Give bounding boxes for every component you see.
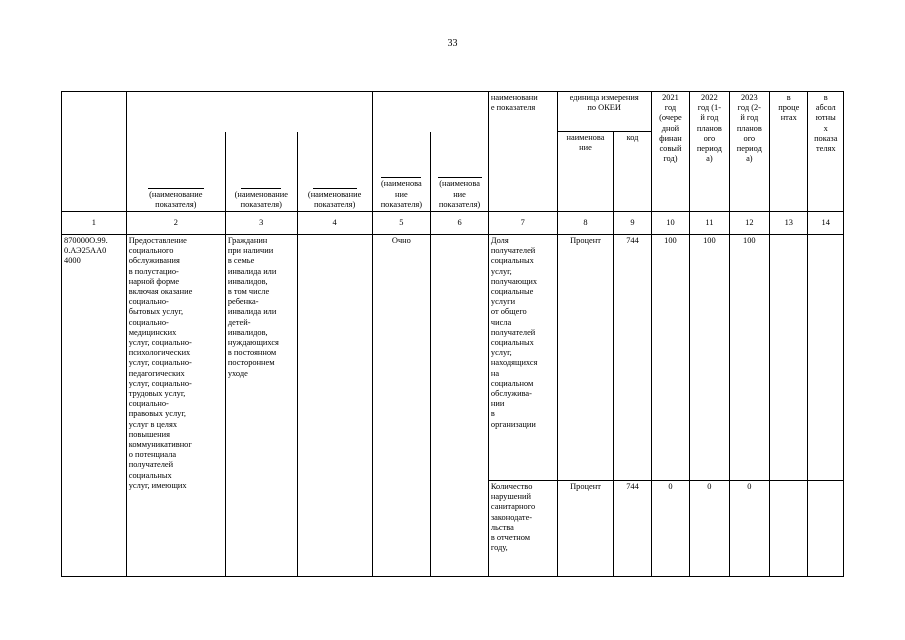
column-number: 14 [808, 212, 844, 235]
empty-condition-cell [431, 235, 489, 577]
column-number: 12 [729, 212, 769, 235]
value-2023: 0 [729, 481, 769, 577]
header-sub-label-1: (наименование показателя) [126, 132, 225, 212]
header-in-percent: в проце нтах [770, 92, 808, 212]
value-2023: 100 [729, 235, 769, 481]
indicator-unit: Процент [557, 481, 614, 577]
header-unit-name: наименова ние [557, 132, 614, 212]
header-indicator-name: наименовани е показателя [488, 92, 557, 212]
column-number: 4 [297, 212, 372, 235]
column-number: 6 [431, 212, 489, 235]
deviation-absolute [808, 235, 844, 481]
header-unit-code: код [614, 132, 651, 212]
column-number: 9 [614, 212, 651, 235]
column-number: 10 [651, 212, 689, 235]
recipient-category: Гражданин при наличии в семье инвалида или инвалидов, в том числе ребенка- инвалида или детей- инвалидов, нуждающихся в постоянном постороннем уходе [225, 235, 297, 577]
service-code: 870000О.99. 0.АЭ25АА0 4000 [62, 235, 127, 577]
indicators-table [61, 91, 844, 577]
column-number: 8 [557, 212, 614, 235]
value-2022: 100 [690, 235, 729, 481]
header-unit-okei: единица измерения по ОКЕИ [557, 92, 651, 132]
empty-indicator-cell [297, 235, 372, 577]
column-number: 11 [690, 212, 729, 235]
column-number: 7 [488, 212, 557, 235]
header-year-2021: 2021 год (очере дной финан совый год) [651, 92, 689, 212]
column-number: 1 [62, 212, 127, 235]
header-sub-label-4: (наименова ние показателя) [372, 132, 431, 212]
page-number: 33 [447, 38, 458, 49]
header-in-absolute: в абсол ютны х показа телях [808, 92, 844, 212]
header-code-cell [62, 92, 127, 212]
header-service-group [126, 92, 372, 132]
value-2022: 0 [690, 481, 729, 577]
value-2021: 0 [651, 481, 689, 577]
column-number: 13 [770, 212, 808, 235]
indicator-okei-code: 744 [614, 235, 651, 481]
column-number: 5 [372, 212, 431, 235]
value-2021: 100 [651, 235, 689, 481]
deviation-percent [770, 481, 808, 577]
deviation-percent [770, 235, 808, 481]
deviation-absolute [808, 481, 844, 577]
indicator-unit: Процент [557, 235, 614, 481]
service-description: Предоставление социального обслуживания в полустацио- нарной форме включая оказание социально- бытовых услуг, социально- медицинских услуг, социально- психологических услуг, социально- педагогических услуг, социально- трудовых услуг, социально- правовых услуг, услуг в целях повышения коммуникативног о потенциала получателей социальных услуг, имеющих [126, 235, 225, 577]
header-sub-label-3: (наименование показателя) [297, 132, 372, 212]
header-conditions-group [372, 92, 488, 132]
service-form: Очно [372, 235, 431, 577]
indicator-okei-code: 744 [614, 481, 651, 577]
indicator-name: Количество нарушений санитарного законодате- льства в отчетном году, [488, 481, 557, 577]
header-year-2023: 2023 год (2- й год планов ого период а) [729, 92, 769, 212]
indicator-name: Доля получателей социальных услуг, получающих социальные услуги от общего числа получателей социальных услуг, находящихся на социальном обслужива- нии в организации [488, 235, 557, 481]
header-year-2022: 2022 год (1- й год планов ого период а) [690, 92, 729, 212]
header-sub-label-2: (наименование показателя) [225, 132, 297, 212]
header-sub-label-5: (наименова ние показателя) [431, 132, 489, 212]
column-number: 3 [225, 212, 297, 235]
column-number: 2 [126, 212, 225, 235]
